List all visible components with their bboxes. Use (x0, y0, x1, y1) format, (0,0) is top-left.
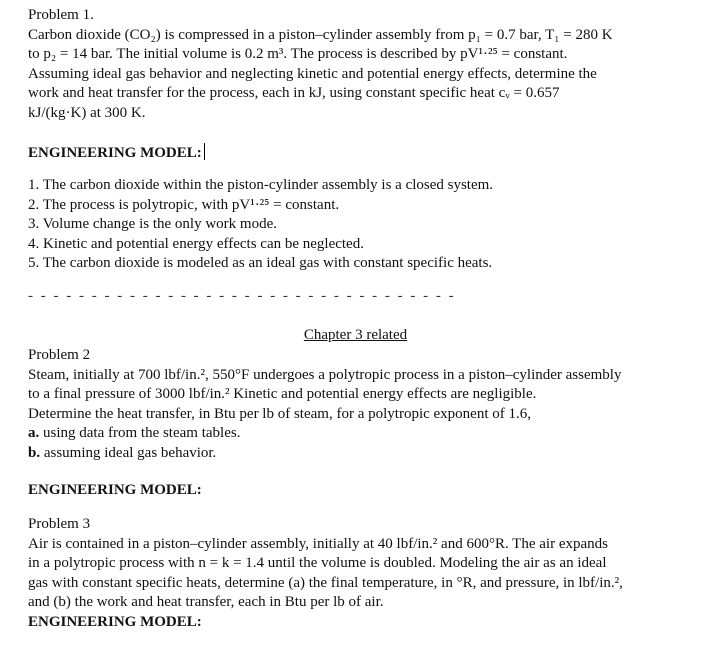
problem-2-part-a: a. using data from the steam tables. (28, 425, 241, 441)
problem-2-model (28, 481, 202, 501)
problem-1-model-list (28, 176, 493, 274)
engineering-model-heading[interactable]: ENGINEERING MODEL: (28, 143, 205, 164)
engineering-model-heading: ENGINEERING MODEL: (28, 482, 202, 498)
model-item: 5. The carbon dioxide is modeled as an ideal gas with constant specific heats. (28, 255, 493, 271)
problem-2-title: Problem 2 (28, 347, 91, 363)
engineering-model-heading: ENGINEERING MODEL: (28, 613, 202, 630)
problem-1-statement-line: Carbon dioxide (CO₂) is compressed in a piston–cylinder assembly from p₁ = 0.7 bar, T₁ = 280 K (28, 26, 613, 43)
text-cursor (204, 143, 205, 160)
model-item: 4. Kinetic and potential energy effects can be neglected. (28, 235, 364, 252)
problem-3-statement-line: Air is contained in a piston–cylinder assembly, initially at 40 lbf/in.² and 600°R. The air expands (28, 535, 608, 552)
problem-3 (28, 515, 623, 632)
problem-2 (28, 346, 621, 463)
problem-3-title: Problem 3 (28, 516, 91, 532)
problem-1-statement-line: Assuming ideal gas behavior and neglecting kinetic and potential energy effects, determine the (28, 65, 597, 82)
model-item: 1. The carbon dioxide within the piston-cylinder assembly is a closed system. (28, 177, 494, 193)
problem-1-statement-line: to p₂ = 14 bar. The initial volume is 0.2 m³. The process is described by pV¹·²⁵ = constant. (28, 46, 568, 62)
section-title: Chapter 3 related (303, 327, 408, 343)
separator: - - - - - - - - - - - - - - - - - - - - - - - - - - - - - - - - - - (28, 288, 456, 304)
problem-2-part-b: b. assuming ideal gas behavior. (28, 444, 217, 461)
problem-2-statement-line: Steam, initially at 700 lbf/in.², 550°F undergoes a polytropic process in a piston–cylinder assembly (28, 366, 622, 383)
problem-1 (28, 6, 613, 123)
problem-3-statement-line: in a polytropic process with n = k = 1.4 until the volume is doubled. Modeling the air as an ideal (28, 555, 607, 571)
problem-3-statement-line: gas with constant specific heats, determine (a) the final temperature, in °R, and pressure, in lbf/in.², (28, 574, 623, 591)
problem-2-statement-line: to a final pressure of 3000 lbf/in.² Kinetic and potential energy effects are negligible. (28, 386, 537, 402)
problem-2-statement-line: Determine the heat transfer, in Btu per lb of steam, for a polytropic exponent of 1.6, (28, 405, 531, 422)
model-item: 2. The process is polytropic, with pV¹·²⁵ = constant. (28, 196, 340, 213)
model-item: 3. Volume change is the only work mode. (28, 216, 277, 232)
problem-1-statement-line: kJ/(kg·K) at 300 K. (28, 104, 146, 121)
problem-1-statement-line: work and heat transfer for the process, each in kJ, using constant specific heat cᵥ = 0.657 (28, 85, 560, 101)
problem-1-title: Problem 1. (28, 7, 94, 23)
top-underline-fragment (540, 0, 608, 5)
problem-1-model[interactable] (28, 143, 205, 164)
problem-3-statement-line: and (b) the work and heat transfer, each in Btu per lb of air. (28, 594, 384, 610)
